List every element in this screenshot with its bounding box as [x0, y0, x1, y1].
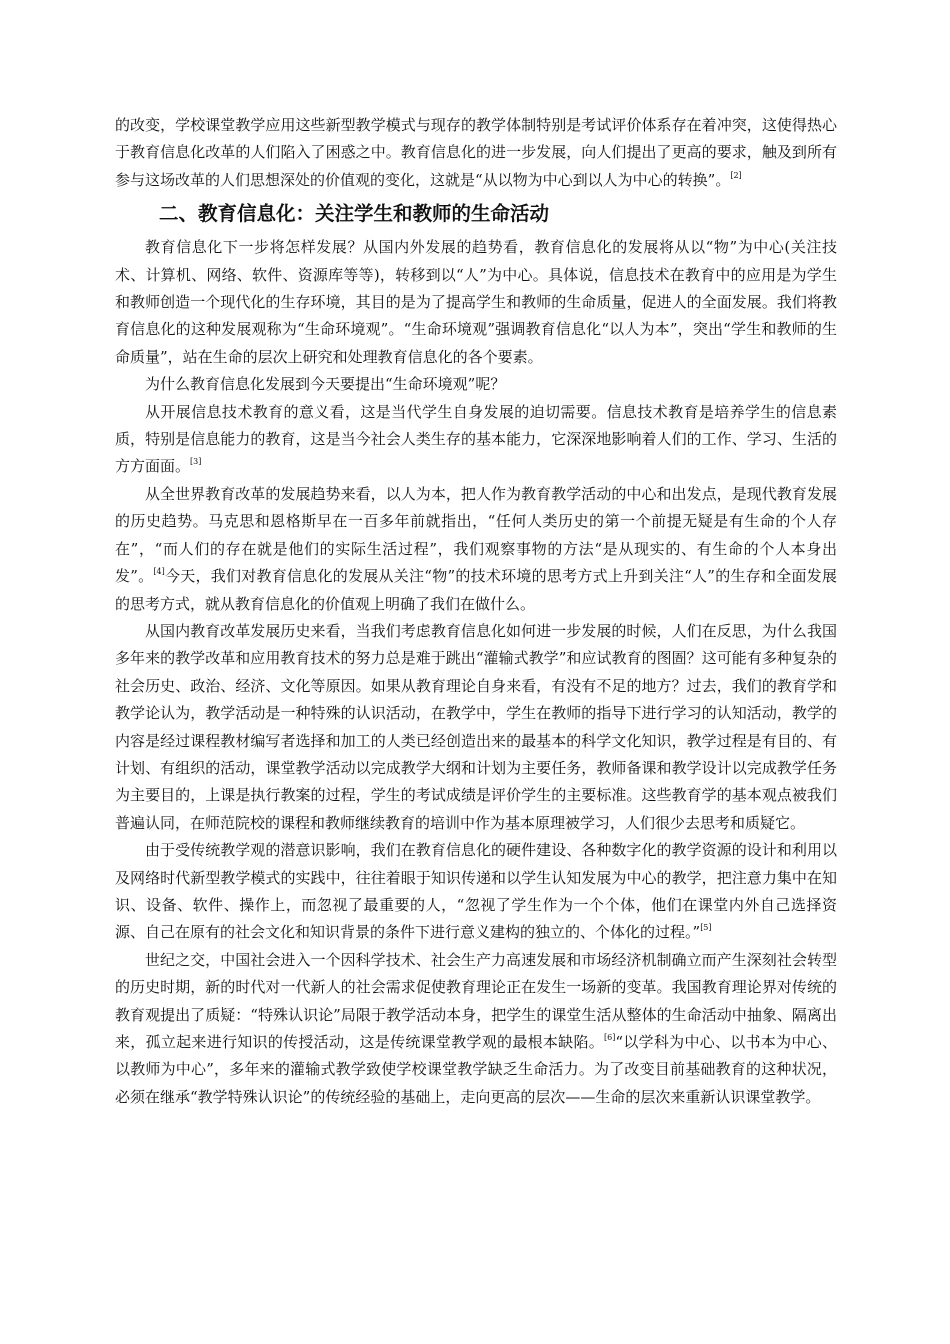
paragraph-3-text: 从开展信息技术教育的意义看，这是当代学生自身发展的迫切需要。信息技术教育是培养学生的信息素质，特别是信息能力的教育，这是当今社会人类生存的基本能力，它深深地影响着人们的工作、学习、生活的方方面面。 [115, 402, 837, 476]
paragraph-6 [115, 837, 837, 947]
intro-text: 的改变，学校课堂教学应用这些新型教学模式与现存的教学体制特别是考试评价体系存在着冲突，这使得热心于教育信息化改革的人们陷入了困惑之中。教育信息化的进一步发展，向人们提出了更高的要求，触及到所有参与这场改革的人们思想深处的价值观的变化，这就是“从以物为中心到以人为中心的转换”。 [115, 116, 837, 189]
paragraph-4-text-a: 从全世界教育改革的发展趋势来看，以人为本，把人作为教育教学活动的中心和出发点，是现代教育发展的历史趋势。马克思和恩格斯早在一百多年前就指出，“任何人类历史的第一个前提无疑是有生命的个人存在”，“而人们的存在就是他们的实际生活过程”，我们观察事物的方法“是从现实的、有生命的个人本身出发”。 [115, 484, 837, 586]
paragraph-4 [115, 481, 837, 618]
document-body [115, 112, 837, 1111]
citation-5: [5] [700, 923, 712, 933]
paragraph-1: 教育信息化下一步将怎样发展？从国内外发展的趋势看，教育信息化的发展将从以“物”为中心(关注技术、计算机、网络、软件、资源库等等)，转移到以“人”为中心。具体说，信息技术在教育中的应用是为学生和教师创造一个现代化的生存环境，其目的是为了提高学生和教师的生命质量，促进人的全面发展。我们将教育信息化的这种发展观称为“生命环境观”。“生命环境观”强调教育信息化“以人为本”，突出“学生和教师的生命质量”，站在生命的层次上研究和处理教育信息化的各个要素。 [115, 238, 837, 366]
citation-4: [4] [153, 567, 165, 577]
paragraph-7-text-b: “以学科为中心、以书本为中心、以教师为中心”，多年来的灌输式教学致使学校课堂教学缺乏生命活力。为了改变目前基础教育的这种状况，必须在继承“教学特殊认识论”的传统经验的基础上，走向更高的层次——生命的层次来重新认识课堂教学。 [115, 1033, 837, 1106]
paragraph-4-text-b: 今天，我们对教育信息化的发展从关注“物”的技术环境的思考方式上升到关注“人”的生存和全面发展的思考方式，就从教育信息化的价值观上明确了我们在做什么。 [115, 567, 837, 613]
paragraph-3 [115, 399, 837, 481]
paragraph-7 [115, 947, 837, 1111]
citation-2: [2] [730, 170, 742, 180]
paragraph-5: 从国内教育改革发展历史来看，当我们考虑教育信息化如何进一步发展的时候，人们在反思，为什么我国多年来的教学改革和应用教育技术的努力总是难于跳出“灌输式教学”和应试教育的图圄？这可能有多种复杂的社会历史、政治、经济、文化等原因。如果从教育理论自身来看，有没有不足的地方？过去，我们的教育学和教学论认为，教学活动是一种特殊的认识活动，在教学中，学生在教师的指导下进行学习的认知活动，教学的内容是经过课程教材编写者选择和加工的人类已经创造出来的最基本的科学文化知识，教学过程是有目的、有计划、有组织的活动，课堂教学活动以完成教学大纲和计划为主要任务，教师备课和教学设计以完成教学任务为主要目的，上课是执行教案的过程，学生的考试成绩是评价学生的主要标准。这些教育学的基本观点被我们普遍认同，在师范院校的课程和教师继续教育的培训中作为基本原理被学习，人们很少去思考和质疑它。 [115, 621, 837, 832]
paragraph-2: 为什么教育信息化发展到今天要提出“生命环境观”呢？ [145, 375, 506, 394]
citation-3: [3] [190, 457, 202, 467]
citation-6: [6] [604, 1033, 616, 1042]
paragraph-6-text: 由于受传统教学观的潜意识影响，我们在教育信息化的硬件建设、各种数字化的教学资源的设计和利用以及网络时代新型教学模式的实践中，往往着眼于知识传递和以学生认知发展为中心的教学，把注意力集中在知识、设备、软件、操作上，而忽视了最重要的人，“忽视了学生作为一个个体，他们在课堂内外自己选择资源、自己在原有的社会文化和知识背景的条件下进行意义建构的独立的、个体化的过程。” [115, 841, 837, 942]
paragraph-7-text-a: 世纪之交，中国社会进入一个因科学技术、社会生产力高速发展和市场经济机制确立而产生深刻社会转型的历史时期，新的时代对一代新人的社会需求促使教育理论正在发生一场新的变革。我国教育理论界对传统的教育观提出了质疑：“特殊认识论”局限于教学活动本身，把学生的课堂生活从整体的生命活动中抽象、隔离出来，孤立起来进行知识的传授活动，这是传统课堂教学观的最根本缺陷。 [115, 950, 837, 1051]
intro-paragraph [115, 112, 837, 194]
section-heading: 二、教育信息化：关注学生和教师的生命活动 [159, 202, 550, 226]
